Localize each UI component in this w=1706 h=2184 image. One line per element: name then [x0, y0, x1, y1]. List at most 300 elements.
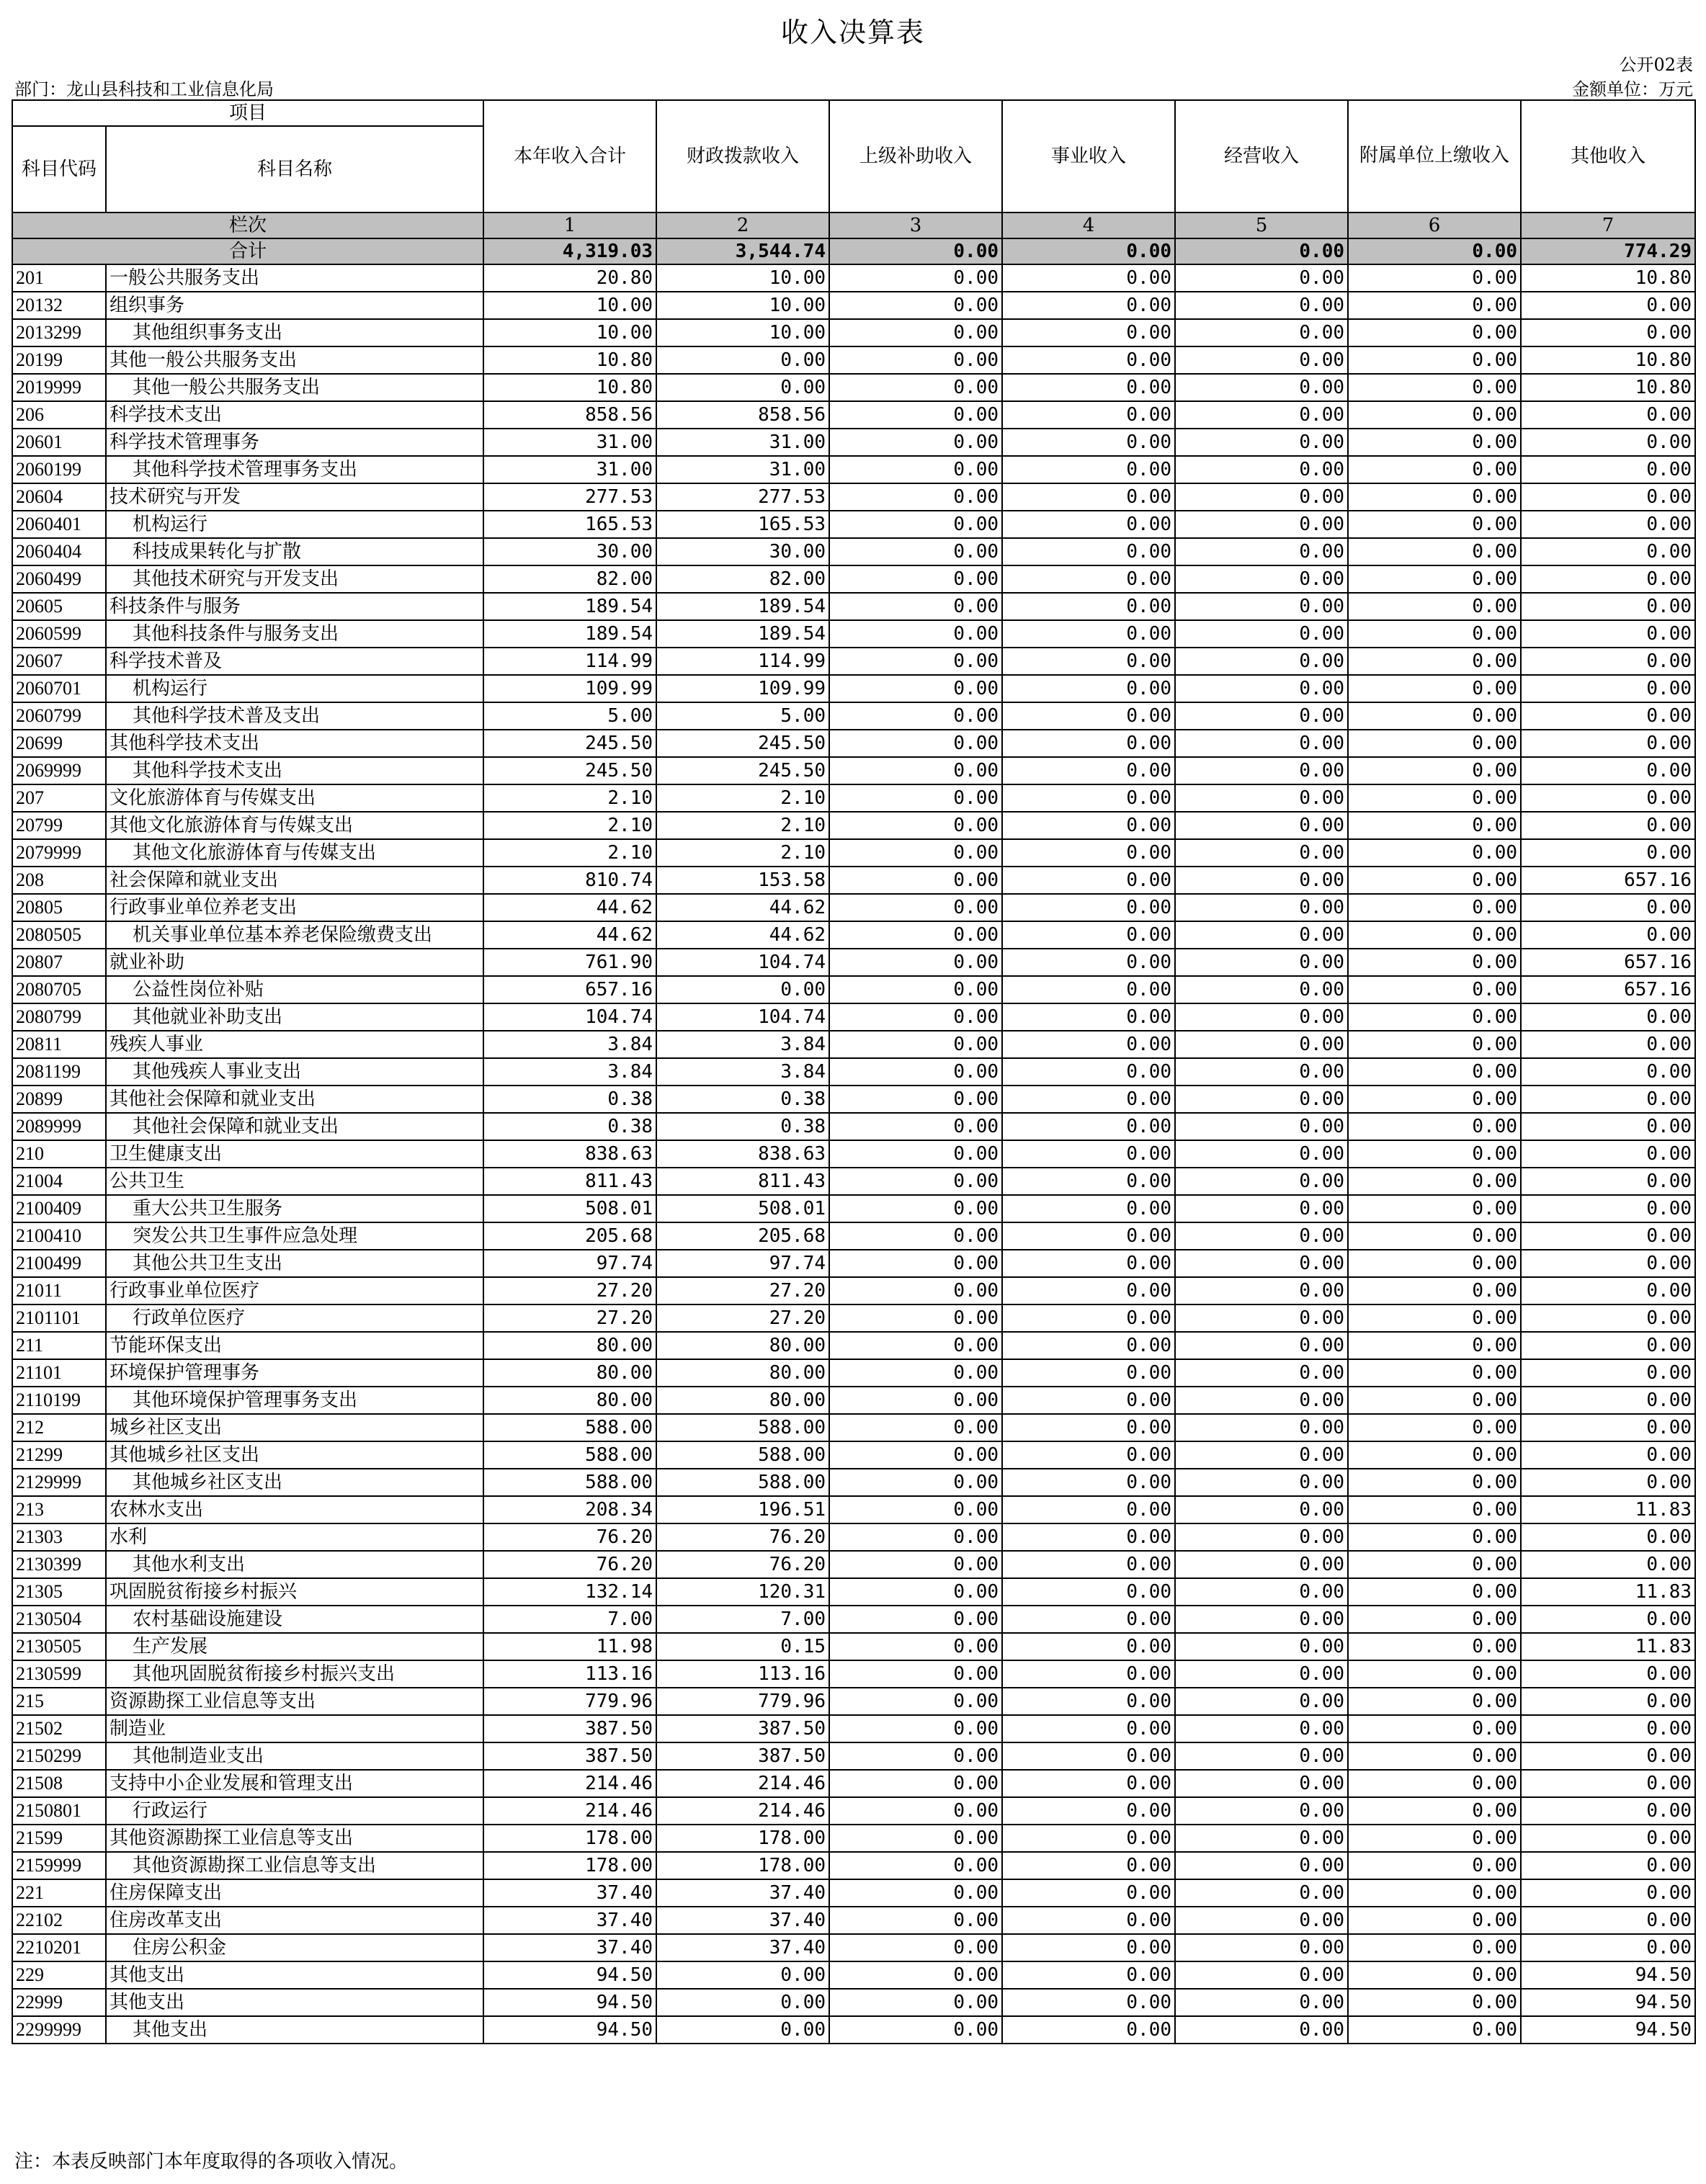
subject-name: 其他一般公共服务支出: [106, 346, 483, 374]
amount-cell: 37.40: [656, 1934, 829, 1961]
amount-cell: 0.00: [1002, 702, 1175, 730]
amount-cell: 0.00: [1002, 1688, 1175, 1715]
amount-cell: 0.00: [1175, 894, 1348, 921]
amount-cell: 0.00: [656, 1989, 829, 2016]
amount-cell: 779.96: [656, 1688, 829, 1715]
amount-cell: 0.00: [1175, 1140, 1348, 1168]
amount-cell: 0.00: [829, 1113, 1002, 1140]
amount-cell: 0.00: [1175, 1031, 1348, 1058]
subject-code: 2299999: [12, 2016, 106, 2044]
amount-cell: 0.00: [1521, 1770, 1695, 1797]
amount-cell: 10.00: [656, 264, 829, 292]
amount-cell: 0.00: [829, 1852, 1002, 1879]
amount-cell: 0.00: [1348, 1469, 1521, 1496]
amount-cell: 0.00: [1175, 921, 1348, 949]
amount-cell: 2.10: [483, 839, 656, 867]
amount-cell: 0.00: [1521, 1359, 1695, 1387]
amount-cell: 0.00: [1348, 1058, 1521, 1086]
subject-name: 其他城乡社区支出: [106, 1469, 483, 1496]
amount-cell: 114.99: [656, 648, 829, 675]
amount-cell: 0.00: [1348, 1934, 1521, 1961]
table-row: [12, 1907, 1695, 1934]
amount-cell: 0.00: [1348, 456, 1521, 483]
amount-cell: 0.00: [1348, 1086, 1521, 1113]
amount-cell: 0.00: [1175, 1825, 1348, 1852]
subject-name: 残疾人事业: [106, 1031, 483, 1058]
amount-cell: 0.00: [829, 702, 1002, 730]
amount-cell: 0.00: [1521, 1469, 1695, 1496]
amount-cell: 0.00: [1521, 1140, 1695, 1168]
amount-cell: 811.43: [656, 1168, 829, 1195]
amount-cell: 0.00: [1002, 346, 1175, 374]
amount-cell: 0.00: [1175, 730, 1348, 757]
amount-cell: 0.00: [1175, 565, 1348, 593]
amount-cell: 0.00: [1521, 1250, 1695, 1277]
amount-cell: 104.74: [656, 949, 829, 976]
table-row: [12, 675, 1695, 702]
amount-cell: 27.20: [483, 1304, 656, 1332]
amount-cell: 0.00: [1002, 1058, 1175, 1086]
amount-cell: 0.38: [483, 1113, 656, 1140]
table-row: [12, 1277, 1695, 1304]
total-value: 0.00: [1175, 238, 1348, 264]
subject-code: 2060401: [12, 511, 106, 538]
header-col-fiscal: 财政拨款收入: [656, 100, 829, 212]
subject-name: 其他制造业支出: [106, 1742, 483, 1770]
table-row: [12, 1523, 1695, 1551]
amount-cell: 214.46: [483, 1770, 656, 1797]
amount-cell: 0.00: [1002, 1606, 1175, 1633]
subject-name: 其他组织事务支出: [106, 319, 483, 346]
amount-cell: 165.53: [656, 511, 829, 538]
amount-cell: 0.00: [1002, 1387, 1175, 1414]
subject-name: 科学技术普及: [106, 648, 483, 675]
amount-cell: 0.00: [829, 1469, 1002, 1496]
amount-cell: 387.50: [483, 1742, 656, 1770]
amount-cell: 3.84: [483, 1031, 656, 1058]
amount-cell: 0.00: [1348, 1250, 1521, 1277]
subject-code: 21011: [12, 1277, 106, 1304]
amount-cell: 113.16: [656, 1660, 829, 1688]
header-col-affiliated: 附属单位上缴收入: [1348, 100, 1521, 212]
subject-name: 机构运行: [106, 675, 483, 702]
amount-cell: 811.43: [483, 1168, 656, 1195]
amount-cell: 0.00: [1521, 1003, 1695, 1031]
subject-code: 2069999: [12, 757, 106, 784]
subject-name: 生产发展: [106, 1633, 483, 1660]
subject-code: 22102: [12, 1907, 106, 1934]
table-row: [12, 949, 1695, 976]
amount-cell: 0.00: [1175, 839, 1348, 867]
amount-cell: 94.50: [483, 1961, 656, 1989]
amount-cell: 0.00: [829, 976, 1002, 1003]
amount-cell: 37.40: [656, 1907, 829, 1934]
amount-cell: 94.50: [483, 2016, 656, 2044]
amount-cell: 0.00: [1002, 538, 1175, 565]
amount-cell: 657.16: [1521, 976, 1695, 1003]
amount-cell: 0.00: [829, 867, 1002, 894]
amount-cell: 0.00: [1521, 784, 1695, 812]
amount-cell: 0.00: [1002, 264, 1175, 292]
table-row: [12, 374, 1695, 401]
table-row: [12, 319, 1695, 346]
amount-cell: 0.00: [1002, 1770, 1175, 1797]
table-row: [12, 1715, 1695, 1742]
subject-name: 就业补助: [106, 949, 483, 976]
amount-cell: 588.00: [483, 1469, 656, 1496]
subject-code: 2130599: [12, 1660, 106, 1688]
table-row: [12, 401, 1695, 429]
subject-name: 其他一般公共服务支出: [106, 374, 483, 401]
subject-name: 其他残疾人事业支出: [106, 1058, 483, 1086]
amount-cell: 0.00: [1348, 1578, 1521, 1606]
amount-cell: 0.00: [1175, 1688, 1348, 1715]
subject-name: 其他就业补助支出: [106, 1003, 483, 1031]
amount-cell: 0.00: [829, 1031, 1002, 1058]
amount-cell: 10.80: [1521, 264, 1695, 292]
amount-cell: 0.00: [1348, 976, 1521, 1003]
amount-cell: 387.50: [483, 1715, 656, 1742]
table-row: [12, 511, 1695, 538]
subject-code: 21004: [12, 1168, 106, 1195]
subject-code: 20699: [12, 730, 106, 757]
amount-cell: 0.00: [1175, 538, 1348, 565]
page-title: 收入决算表: [780, 17, 925, 48]
table-row: [12, 2016, 1695, 2044]
amount-cell: 0.38: [656, 1086, 829, 1113]
amount-cell: 30.00: [656, 538, 829, 565]
amount-cell: 109.99: [656, 675, 829, 702]
table-row: [12, 1633, 1695, 1660]
amount-cell: 0.00: [829, 949, 1002, 976]
subject-name: 其他科技条件与服务支出: [106, 620, 483, 648]
amount-cell: 0.00: [1521, 921, 1695, 949]
table-row: [12, 976, 1695, 1003]
amount-cell: 0.00: [1175, 1003, 1348, 1031]
subject-code: 2101101: [12, 1304, 106, 1332]
amount-cell: 0.00: [1002, 1086, 1175, 1113]
amount-cell: 0.00: [1348, 1797, 1521, 1825]
table-row: [12, 867, 1695, 894]
subject-code: 21299: [12, 1441, 106, 1469]
amount-cell: 0.00: [829, 1551, 1002, 1578]
subject-code: 215: [12, 1688, 106, 1715]
amount-cell: 387.50: [656, 1742, 829, 1770]
amount-cell: 0.00: [1521, 1031, 1695, 1058]
subject-code: 2210201: [12, 1934, 106, 1961]
header-col-other: 其他收入: [1521, 100, 1695, 212]
subject-code: 211: [12, 1332, 106, 1359]
table-row: [12, 264, 1695, 292]
table-row: [12, 1934, 1695, 1961]
amount-cell: 245.50: [483, 757, 656, 784]
subject-code: 20805: [12, 894, 106, 921]
amount-cell: 11.83: [1521, 1633, 1695, 1660]
amount-cell: 387.50: [656, 1715, 829, 1742]
subject-code: 20132: [12, 292, 106, 319]
amount-cell: 10.00: [656, 292, 829, 319]
subject-code: 221: [12, 1879, 106, 1907]
amount-cell: 0.00: [829, 292, 1002, 319]
subject-name: 住房改革支出: [106, 1907, 483, 1934]
amount-cell: 0.00: [829, 1715, 1002, 1742]
amount-cell: 0.00: [1002, 1523, 1175, 1551]
amount-cell: 0.00: [656, 976, 829, 1003]
amount-cell: 0.00: [1521, 1907, 1695, 1934]
amount-cell: 0.00: [1175, 1797, 1348, 1825]
amount-cell: 0.00: [1175, 264, 1348, 292]
amount-cell: 80.00: [483, 1359, 656, 1387]
table-row: [12, 1578, 1695, 1606]
amount-cell: 0.00: [1521, 1332, 1695, 1359]
amount-cell: 0.00: [1348, 1688, 1521, 1715]
amount-cell: 0.00: [1002, 1797, 1175, 1825]
table-row: [12, 429, 1695, 456]
total-label: 合计: [12, 238, 483, 264]
subject-name: 行政运行: [106, 1797, 483, 1825]
subject-code: 2079999: [12, 839, 106, 867]
table-row: [12, 1250, 1695, 1277]
amount-cell: 0.00: [829, 1140, 1002, 1168]
amount-cell: 0.00: [829, 1660, 1002, 1688]
amount-cell: 0.00: [1002, 1031, 1175, 1058]
subject-code: 2100409: [12, 1195, 106, 1222]
amount-cell: 0.38: [483, 1086, 656, 1113]
amount-cell: 0.00: [1521, 319, 1695, 346]
subject-code: 2129999: [12, 1469, 106, 1496]
subject-name: 水利: [106, 1523, 483, 1551]
subject-code: 206: [12, 401, 106, 429]
table-row: [12, 1989, 1695, 2016]
amount-cell: 30.00: [483, 538, 656, 565]
amount-cell: 189.54: [483, 620, 656, 648]
amount-cell: 11.83: [1521, 1578, 1695, 1606]
amount-cell: 44.62: [656, 894, 829, 921]
amount-cell: 0.00: [1002, 1989, 1175, 2016]
subject-name: 其他社会保障和就业支出: [106, 1086, 483, 1113]
amount-cell: 0.00: [1002, 839, 1175, 867]
amount-unit-label: 金额单位：万元: [1572, 79, 1693, 99]
amount-cell: 10.80: [483, 374, 656, 401]
amount-cell: 0.00: [1521, 1551, 1695, 1578]
amount-cell: 10.80: [1521, 374, 1695, 401]
subject-name: 其他环境保护管理事务支出: [106, 1387, 483, 1414]
amount-cell: 0.00: [1002, 1961, 1175, 1989]
amount-cell: 0.00: [1175, 1195, 1348, 1222]
amount-cell: 0.00: [1348, 1551, 1521, 1578]
total-value: 0.00: [1002, 238, 1175, 264]
amount-cell: 0.00: [1348, 1222, 1521, 1250]
subject-code: 20605: [12, 593, 106, 620]
amount-cell: 657.16: [483, 976, 656, 1003]
amount-cell: 0.00: [1175, 1633, 1348, 1660]
subject-name: 重大公共卫生服务: [106, 1195, 483, 1222]
subject-name: 机关事业单位基本养老保险缴费支出: [106, 921, 483, 949]
total-value: 4,319.03: [483, 238, 656, 264]
amount-cell: 0.00: [1002, 1934, 1175, 1961]
header-col-operating: 经营收入: [1175, 100, 1348, 212]
amount-cell: 178.00: [656, 1852, 829, 1879]
amount-cell: 0.00: [1175, 1086, 1348, 1113]
amount-cell: 0.00: [1175, 1277, 1348, 1304]
amount-cell: 0.00: [1348, 894, 1521, 921]
amount-cell: 0.00: [1348, 1195, 1521, 1222]
amount-cell: 0.00: [829, 1277, 1002, 1304]
amount-cell: 3.84: [483, 1058, 656, 1086]
amount-cell: 0.38: [656, 1113, 829, 1140]
amount-cell: 0.00: [1002, 1907, 1175, 1934]
subject-name: 其他巩固脱贫衔接乡村振兴支出: [106, 1660, 483, 1688]
subject-name: 其他支出: [106, 2016, 483, 2044]
amount-cell: 508.01: [483, 1195, 656, 1222]
amount-cell: 0.00: [1348, 1304, 1521, 1332]
amount-cell: 94.50: [1521, 1989, 1695, 2016]
subject-name: 科学技术支出: [106, 401, 483, 429]
amount-cell: 0.00: [829, 401, 1002, 429]
subject-name: 其他科学技术普及支出: [106, 702, 483, 730]
subject-name: 一般公共服务支出: [106, 264, 483, 292]
subject-code: 2013299: [12, 319, 106, 346]
amount-cell: 0.00: [1521, 1934, 1695, 1961]
amount-cell: 0.00: [829, 264, 1002, 292]
amount-cell: 3.84: [656, 1058, 829, 1086]
amount-cell: 0.00: [1175, 1551, 1348, 1578]
amount-cell: 0.00: [829, 730, 1002, 757]
subject-code: 2159999: [12, 1852, 106, 1879]
amount-cell: 0.00: [1175, 1168, 1348, 1195]
table-row: [12, 1304, 1695, 1332]
amount-cell: 10.80: [483, 346, 656, 374]
amount-cell: 0.00: [829, 921, 1002, 949]
amount-cell: 0.00: [1348, 839, 1521, 867]
amount-cell: 838.63: [656, 1140, 829, 1168]
amount-cell: 0.00: [1002, 620, 1175, 648]
header-name: 科目名称: [106, 126, 483, 212]
amount-cell: 94.50: [483, 1989, 656, 2016]
amount-cell: 0.00: [1002, 1414, 1175, 1441]
amount-cell: 104.74: [483, 1003, 656, 1031]
amount-cell: 588.00: [656, 1469, 829, 1496]
subject-name: 其他科学技术支出: [106, 730, 483, 757]
subject-name: 其他文化旅游体育与传媒支出: [106, 839, 483, 867]
amount-cell: 0.00: [1521, 292, 1695, 319]
subject-name: 制造业: [106, 1715, 483, 1742]
amount-cell: 0.00: [1348, 812, 1521, 839]
amount-cell: 7.00: [483, 1606, 656, 1633]
amount-cell: 0.00: [1002, 867, 1175, 894]
amount-cell: 82.00: [483, 565, 656, 593]
amount-cell: 0.00: [1002, 1359, 1175, 1387]
amount-cell: 0.00: [1348, 1387, 1521, 1414]
subject-name: 行政事业单位养老支出: [106, 894, 483, 921]
table-row: [12, 1606, 1695, 1633]
amount-cell: 0.00: [1348, 2016, 1521, 2044]
amount-cell: 80.00: [656, 1332, 829, 1359]
amount-cell: 0.00: [656, 1961, 829, 1989]
amount-cell: 0.00: [1521, 565, 1695, 593]
amount-cell: 0.00: [829, 538, 1002, 565]
amount-cell: 0.00: [829, 483, 1002, 511]
column-index: 5: [1175, 212, 1348, 238]
amount-cell: 2.10: [656, 812, 829, 839]
amount-cell: 0.00: [656, 2016, 829, 2044]
amount-cell: 0.00: [1175, 976, 1348, 1003]
amount-cell: 0.00: [1348, 346, 1521, 374]
amount-cell: 0.00: [1348, 757, 1521, 784]
total-value: 774.29: [1521, 238, 1695, 264]
subject-name: 节能环保支出: [106, 1332, 483, 1359]
subject-name: 住房公积金: [106, 1934, 483, 1961]
amount-cell: 0.00: [1348, 264, 1521, 292]
amount-cell: 0.00: [1348, 1606, 1521, 1633]
subject-name: 支持中小企业发展和管理支出: [106, 1770, 483, 1797]
amount-cell: 44.62: [483, 894, 656, 921]
amount-cell: 0.00: [1521, 1825, 1695, 1852]
table-row: [12, 757, 1695, 784]
subject-code: 229: [12, 1961, 106, 1989]
amount-cell: 0.00: [1175, 1058, 1348, 1086]
table-row: [12, 1852, 1695, 1879]
amount-cell: 0.00: [1002, 1195, 1175, 1222]
amount-cell: 11.98: [483, 1633, 656, 1660]
amount-cell: 0.00: [1002, 292, 1175, 319]
subject-code: 2019999: [12, 374, 106, 401]
subject-name: 环境保护管理事务: [106, 1359, 483, 1387]
amount-cell: 10.00: [656, 319, 829, 346]
amount-cell: 0.00: [1175, 648, 1348, 675]
subject-name: 农村基础设施建设: [106, 1606, 483, 1633]
subject-code: 20807: [12, 949, 106, 976]
subject-code: 208: [12, 867, 106, 894]
amount-cell: 31.00: [656, 456, 829, 483]
table-row: [12, 730, 1695, 757]
subject-name: 科学技术管理事务: [106, 429, 483, 456]
amount-cell: 0.00: [1175, 2016, 1348, 2044]
amount-cell: 80.00: [656, 1359, 829, 1387]
amount-cell: 0.00: [1002, 483, 1175, 511]
amount-cell: 0.00: [1002, 1140, 1175, 1168]
amount-cell: 76.20: [483, 1523, 656, 1551]
amount-cell: 0.00: [829, 456, 1002, 483]
subject-code: 2060404: [12, 538, 106, 565]
amount-cell: 0.00: [1002, 1222, 1175, 1250]
amount-cell: 0.00: [1175, 1304, 1348, 1332]
amount-cell: 0.00: [1175, 1523, 1348, 1551]
amount-cell: 0.00: [1175, 511, 1348, 538]
amount-cell: 0.00: [829, 1523, 1002, 1551]
amount-cell: 0.00: [829, 1825, 1002, 1852]
amount-cell: 277.53: [656, 483, 829, 511]
table-row: [12, 1414, 1695, 1441]
amount-cell: 0.00: [1348, 1140, 1521, 1168]
amount-cell: 0.00: [829, 1688, 1002, 1715]
total-value: 0.00: [1348, 238, 1521, 264]
amount-cell: 0.00: [829, 346, 1002, 374]
amount-cell: 0.00: [1521, 1195, 1695, 1222]
amount-cell: 0.00: [1175, 1578, 1348, 1606]
amount-cell: 0.00: [1348, 1660, 1521, 1688]
amount-cell: 245.50: [483, 730, 656, 757]
amount-cell: 0.00: [1002, 1879, 1175, 1907]
subject-code: 20607: [12, 648, 106, 675]
subject-code: 21303: [12, 1523, 106, 1551]
amount-cell: 165.53: [483, 511, 656, 538]
amount-cell: 0.00: [1521, 1058, 1695, 1086]
amount-cell: 0.00: [1348, 867, 1521, 894]
amount-cell: 0.00: [1175, 593, 1348, 620]
subject-name: 技术研究与开发: [106, 483, 483, 511]
amount-cell: 0.00: [1521, 1660, 1695, 1688]
